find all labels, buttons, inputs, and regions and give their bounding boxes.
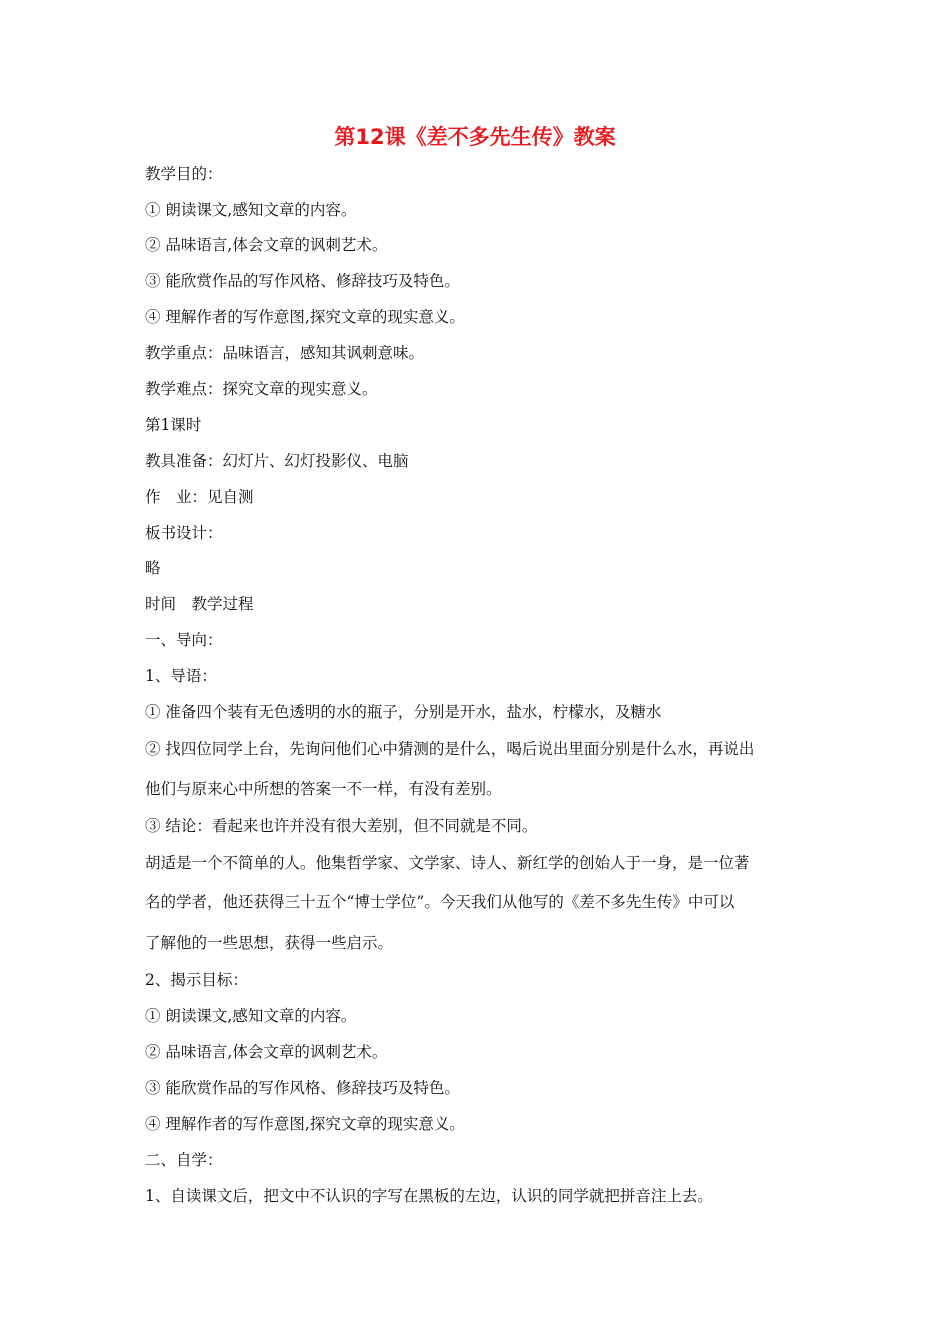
document-title: 第12课《差不多先生传》教案	[334, 125, 616, 149]
objective-item-1: ① 朗读课文,感知文章的内容。	[145, 201, 357, 219]
intro-step-2-cont: 他们与原来心中所想的答案一不一样，有没有差别。	[145, 780, 502, 798]
difficult-point: 教学难点：探究文章的现实意义。	[145, 380, 378, 398]
lesson-period: 第1课时	[145, 416, 202, 434]
board-design-heading: 板书设计：	[145, 524, 223, 542]
homework: 作 业：见自测	[145, 488, 254, 506]
goal-item-1: ① 朗读课文,感知文章的内容。	[145, 1007, 357, 1025]
goal-item-4: ④ 理解作者的写作意图,探究文章的现实意义。	[145, 1115, 465, 1133]
paragraph-line-2: 名的学者，他还获得三十五个“博士学位”。今天我们从他写的《差不多先生传》中可以	[145, 893, 735, 911]
section-heading-objectives: 教学目的：	[145, 165, 223, 183]
section-heading-guide: 一、导向：	[145, 631, 223, 649]
subheading-goals: 2、揭示目标：	[145, 971, 248, 989]
teaching-aids: 教具准备：幻灯片、幻灯投影仪、电脑	[145, 452, 409, 470]
goal-item-3: ③ 能欣赏作品的写作风格、修辞技巧及特色。	[145, 1079, 460, 1097]
section-heading-self-study: 二、自学：	[145, 1151, 223, 1169]
subheading-intro: 1、导语：	[145, 667, 217, 685]
intro-step-2: ② 找四位同学上台，先询问他们心中猜测的是什么，喝后说出里面分别是什么水，再说出	[145, 740, 755, 758]
board-design-content: 略	[145, 559, 161, 577]
objective-item-3: ③ 能欣赏作品的写作风格、修辞技巧及特色。	[145, 272, 460, 290]
paragraph-line-1: 胡适是一个不简单的人。他集哲学家、文学家、诗人、新红学的创始人于一身，是一位著	[145, 854, 750, 872]
paragraph-line-3: 了解他的一些思想，获得一些启示。	[145, 934, 394, 952]
objective-item-4: ④ 理解作者的写作意图,探究文章的现实意义。	[145, 308, 465, 326]
intro-step-3: ③ 结论：看起来也许并没有很大差别，但不同就是不同。	[145, 817, 538, 835]
goal-item-2: ② 品味语言,体会文章的讽刺艺术。	[145, 1043, 388, 1061]
self-study-step-1: 1、自读课文后，把文中不认识的字写在黑板的左边，认识的同学就把拼音注上去。	[145, 1187, 713, 1205]
objective-item-2: ② 品味语言,体会文章的讽刺艺术。	[145, 236, 388, 254]
process-heading: 时间 教学过程	[145, 595, 254, 613]
key-point: 教学重点：品味语言，感知其讽刺意味。	[145, 344, 425, 362]
intro-step-1: ① 准备四个装有无色透明的水的瓶子，分别是开水，盐水，柠檬水，及糖水	[145, 703, 662, 721]
